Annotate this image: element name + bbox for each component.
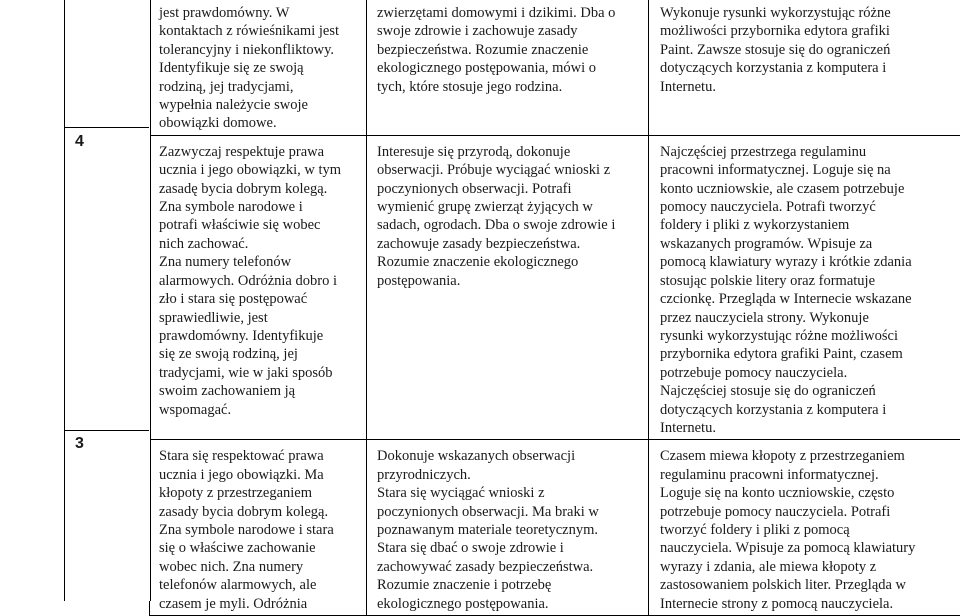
computer-cell [649,0,960,135]
nature-text: Dokonuje wskazanych obserwacji przyrodniczych. Stara się wyciągać wnioski z poczynionych obserwacji. Ma braki w poznawanym materiale teoretycznym. Stara się dbać o swoje zdrowie i zachowywać zasady bezpieczeństwa. Rozumie znaczenie i potrzebę ekologicznego postępowania. [377,447,641,613]
nature-text: zwierzętami domowymi i dzikimi. Dba o swoje zdrowie i zachowuje zasady bezpieczeństwa. Rozumie znaczenie ekologicznego postępowania, mówi o tych, które stosuje jego rodzina. [377,4,641,96]
social-cell [150,135,367,440]
social-cell [150,440,367,616]
grade-column [64,0,151,601]
grade-label: 4 [75,133,84,151]
nature-cell [367,440,649,616]
computer-text: Wykonuje rysunki wykorzystując różne możliwości przybornika edytora grafiki Paint. Zawsze stosuje się do ograniczeń dotyczących korzystania z komputera i Internetu. [660,4,954,96]
social-text: Zazwyczaj respektuje prawa ucznia i jego obowiązki, w tym zasadę bycia dobrym kolegą. Zna symbole narodowe i potrafi właściwie się wobec nich zachować. Zna numery telefonów alarmowych. Odróżnia dobro i zło i stara się postępować sprawiedliwie, jest prawdomówny. Identyfikuje się ze swoją rodziną, jej tradycjami, wie w jaki sposób swoim zachowaniem ją wspomagać. [159,143,361,419]
computer-text: Najczęściej przestrzega regulaminu pracowni informatycznej. Loguje się na konto uczniowskie, ale czasem potrzebuje pomocy nauczyciela. Potrafi tworzyć foldery i pliki z wykorzystaniem wskazanych programów. Wpisuje za pomocą klawiatury wyrazy i krótkie zdania stosując polskie litery oraz formatuje czcionkę. Przegląda w Internecie wskazane przez nauczyciela strony. Wykonuje rysunki wykorzystując różne możliwości przybornika edytora grafiki Paint, czasem potrzebuje pomocy nauczyciela. Najczęściej stosuje się do ograniczeń dotyczących korzystania z komputera i Internetu. [660,143,954,438]
computer-cell [649,135,960,440]
social-cell [150,0,367,135]
grade-label: 3 [75,435,84,453]
computer-cell [649,440,960,616]
computer-text: Czasem miewa kłopoty z przestrzeganiem regulaminu pracowni informatycznej. Loguje się na konto uczniowskie, często potrzebuje pomocy nauczyciela. Potrafi tworzyć foldery i pliki z pomocą nauczyciela. Wpisuje za pomocą klawiatury wyrazy i zdania, ale miewa kłopoty z zastosowaniem polskich liter. Przegląda w Internecie strony z pomocą nauczyciela. [660,447,954,613]
social-text: jest prawdomówny. W kontaktach z rówieśnikami jest tolerancyjny i niekonfliktowy. Identyfikuje się ze swoją rodziną, jej tradycjami, wypełnia należycie swoje obowiązki domowe. [159,4,361,133]
grade-column-row-divider [64,127,149,128]
social-text: Stara się respektować prawa ucznia i jego obowiązki. Ma kłopoty z przestrzeganiem zasady bycia dobrym kolegą. Zna symbole narodowe i stara się o właściwe zachowanie wobec nich. Zna numery telefonów alarmowych, ale czasem je myli. Odróżnia [159,447,361,613]
table-row [150,440,960,616]
assessment-table [149,0,960,616]
nature-cell [367,135,649,440]
nature-text: Interesuje się przyrodą, dokonuje obserwacji. Próbuje wyciągać wnioski z poczynionych obserwacji. Potrafi wymienić grupę zwierząt żyjących w sadach, ogrodach. Dba o swoje zdrowie i zachowuje zasady bezpieczeństwa. Rozumie znaczenie ekologicznego postępowania. [377,143,641,290]
table-row [150,0,960,135]
nature-cell [367,0,649,135]
grade-column-row-divider [64,430,149,431]
table-row [150,135,960,440]
